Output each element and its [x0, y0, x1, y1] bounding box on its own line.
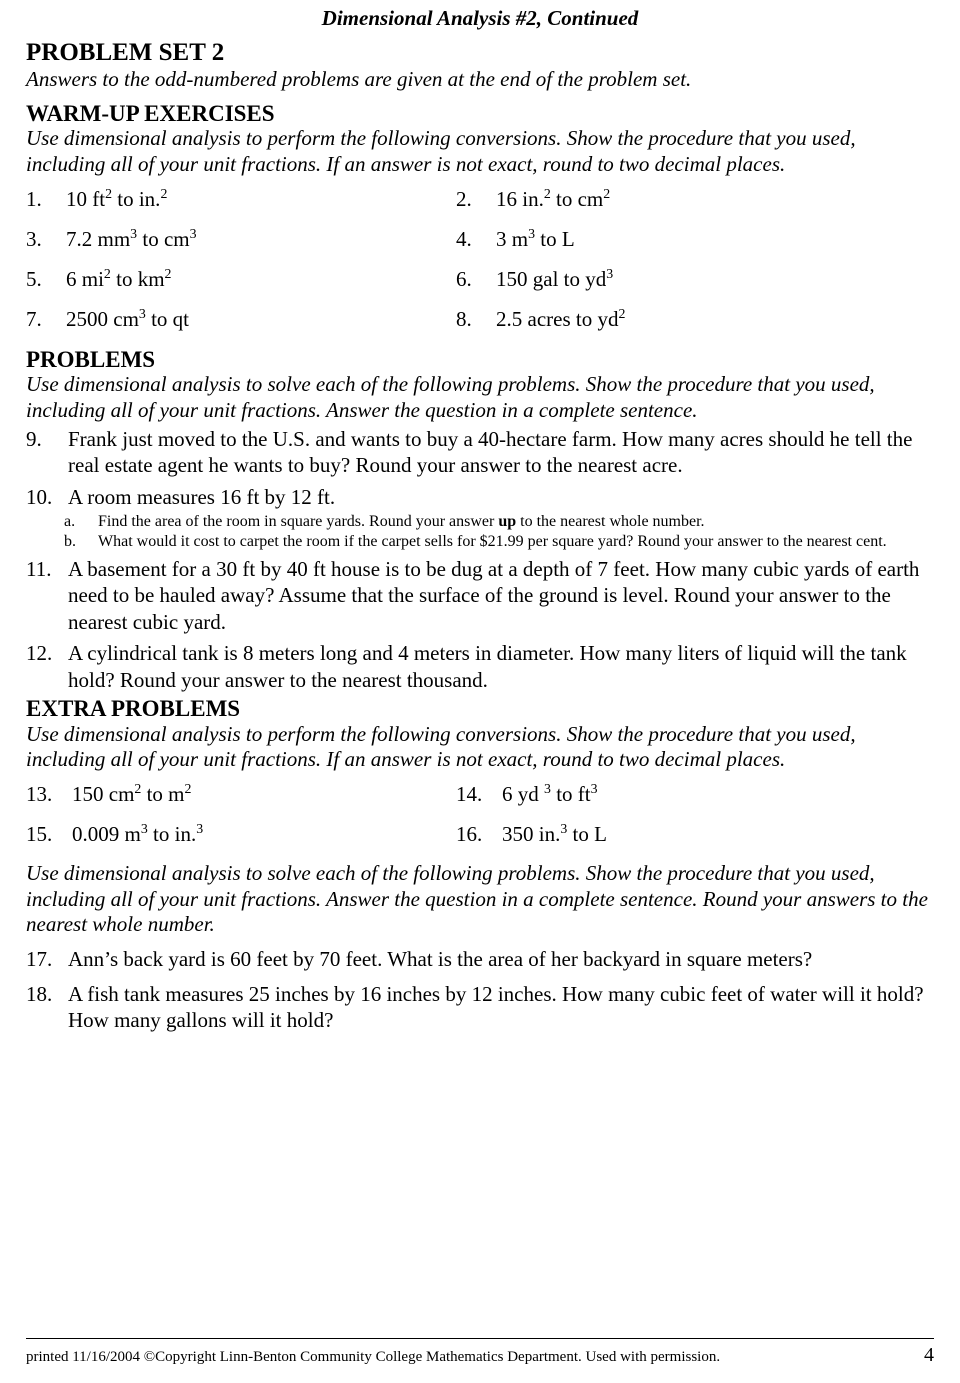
extra-item-number: 14. — [456, 781, 483, 806]
problem-subpart — [26, 513, 934, 531]
warmup-item-number: 4. — [456, 226, 472, 251]
extra-problems-title: EXTRA PROBLEMS — [26, 695, 241, 721]
warmup-item-text: 10 $ft^2$ to in.$^2$ — [66, 185, 168, 211]
problem-text: Ann’s back yard is 60 feet by 70 feet. What is the area of her backyard in square meters? — [68, 947, 813, 972]
subpart-text-emphasis: up — [498, 512, 517, 530]
subpart-text-pre: Find the area of the room in square yards. Round your answer — [98, 512, 499, 530]
warmup-item — [26, 266, 456, 292]
problem-number: 18. — [26, 981, 53, 1006]
warmup-item — [26, 306, 456, 332]
problem-text: Frank just moved to the U.S. and wants to buy a 40-hectare farm. How many acres should he tell the real estate agent he wants to buy? Round your answer to the nearest acre. — [68, 426, 913, 478]
extra-item-number: 16. — [456, 822, 483, 847]
warmup-title: WARM-UP EXERCISES — [26, 100, 275, 126]
warmup-item — [456, 266, 934, 292]
warmup-item-text: 16 in.$^2$ to $cm^2$ — [496, 185, 611, 211]
warmup-item-text: 2.5 acres to $yd^2$ — [496, 306, 626, 332]
problem-subpart — [26, 533, 934, 551]
extra-problem-item — [26, 981, 934, 1034]
extra-item — [456, 781, 934, 807]
warmup-row — [26, 266, 934, 292]
problem-number: 11. — [26, 556, 52, 581]
warmup-item — [26, 186, 456, 212]
problem-subpart-label: b. — [64, 532, 76, 550]
problem-item — [26, 426, 934, 479]
warmup-row — [26, 186, 934, 212]
extra-item-text: 350 in.$^3$ to L — [502, 821, 607, 847]
problem-item — [26, 640, 934, 693]
problem-subpart-text — [98, 513, 934, 531]
extra-exercise-grid — [26, 781, 934, 848]
warmup-item-text: 6 $mi^2$ to $km^2$ — [66, 266, 172, 292]
warmup-item — [456, 306, 934, 332]
problem-set-note: Answers to the odd-numbered problems are given at the end of the problem set. — [26, 67, 692, 91]
extra-row — [26, 821, 934, 847]
warmup-item-number: 8. — [456, 307, 472, 332]
extra-instructions-2: Use dimensional analysis to solve each of the following problems. Show the procedure that you used, including all of your unit fractions. Answer the question in a complete sentence. Round your answers to the nearest whole number. — [26, 861, 928, 937]
warmup-item-text: 150 gal to $yd^3$ — [496, 266, 614, 292]
extra-item — [26, 821, 456, 847]
extra-item-number: 13. — [26, 781, 53, 806]
extra-row — [26, 781, 934, 807]
warmup-item-number: 1. — [26, 186, 42, 211]
page-footer — [26, 1338, 934, 1367]
footer-copyright: printed 11/16/2004 ©Copyright Linn-Benton Community College Mathematics Department. Used with permission. — [26, 1349, 721, 1365]
problem-number: 12. — [26, 641, 53, 666]
warmup-item — [26, 226, 456, 252]
problem-number: 10. — [26, 484, 53, 509]
page-header-title: Dimensional Analysis #2, Continued — [321, 6, 639, 30]
footer-page-number: 4 — [924, 1344, 934, 1366]
problem-item — [26, 556, 934, 636]
warmup-item-number: 3. — [26, 226, 42, 251]
warmup-item-number: 6. — [456, 267, 472, 292]
extra-item — [26, 781, 456, 807]
extra-item — [456, 821, 934, 847]
warmup-row — [26, 306, 934, 332]
warmup-item-number: 7. — [26, 307, 42, 332]
problem-item — [26, 484, 934, 511]
problem-set-title: PROBLEM SET 2 — [26, 39, 225, 66]
problem-subpart-text: What would it cost to carpet the room if the carpet sells for $21.99 per square yard? Round your answer to the nearest cent. — [98, 532, 887, 550]
problem-text: A room measures 16 ft by 12 ft. — [68, 484, 336, 509]
extra-problem-item — [26, 946, 934, 973]
extra-item-number: 15. — [26, 822, 53, 847]
warmup-item — [456, 226, 934, 252]
warmup-item-number: 2. — [456, 186, 472, 211]
problem-text: A fish tank measures 25 inches by 16 inches by 12 inches. How many cubic feet of water will it hold? How many gallons will it hold? — [68, 981, 924, 1033]
problems-title: PROBLEMS — [26, 346, 156, 372]
warmup-item — [456, 186, 934, 212]
problem-number: 17. — [26, 947, 53, 972]
problems-instructions: Use dimensional analysis to solve each of the following problems. Show the procedure that you used, including all of your unit fractions. Answer the question in a complete sentence. — [26, 372, 875, 422]
warmup-item-text: 7.2 $mm^3$ to $cm^3$ — [66, 225, 197, 251]
extra-item-text: 150 $cm^2$ to $m^2$ — [72, 780, 192, 806]
warmup-item-text: 2500 $cm^3$ to qt — [66, 306, 190, 332]
warmup-row — [26, 226, 934, 252]
warmup-instructions: Use dimensional analysis to perform the following conversions. Show the procedure that you used, including all of your unit fractions. If an answer is not exact, round to two decimal places. — [26, 126, 856, 176]
problem-text: A cylindrical tank is 8 meters long and 4 meters in diameter. How many liters of liquid will the tank hold? Round your answer to the nearest thousand. — [68, 641, 907, 693]
warmup-item-text: 3 $m^3$ to L — [496, 225, 575, 251]
warmup-item-number: 5. — [26, 267, 42, 292]
extra-item-text: 6 yd $^3$ to $ft^3$ — [502, 780, 598, 806]
extra-item-text: 0.009 $m^3$ to in.$^3$ — [72, 821, 204, 847]
subpart-text-post: to the nearest whole number. — [516, 512, 705, 530]
problem-subpart-label: a. — [64, 512, 76, 530]
problem-number: 9. — [26, 426, 42, 451]
extra-instructions: Use dimensional analysis to perform the following conversions. Show the procedure that you used, including all of your unit fractions. If an answer is not exact, round to two decimal places. — [26, 721, 856, 772]
warmup-exercise-grid — [26, 186, 934, 333]
problem-text: A basement for a 30 ft by 40 ft house is to be dug at a depth of 7 feet. How many cubic yards of earth need to be hauled away? Assume that the surface of the ground is level. Round your answer to the nearest cubic yard. — [68, 556, 920, 634]
